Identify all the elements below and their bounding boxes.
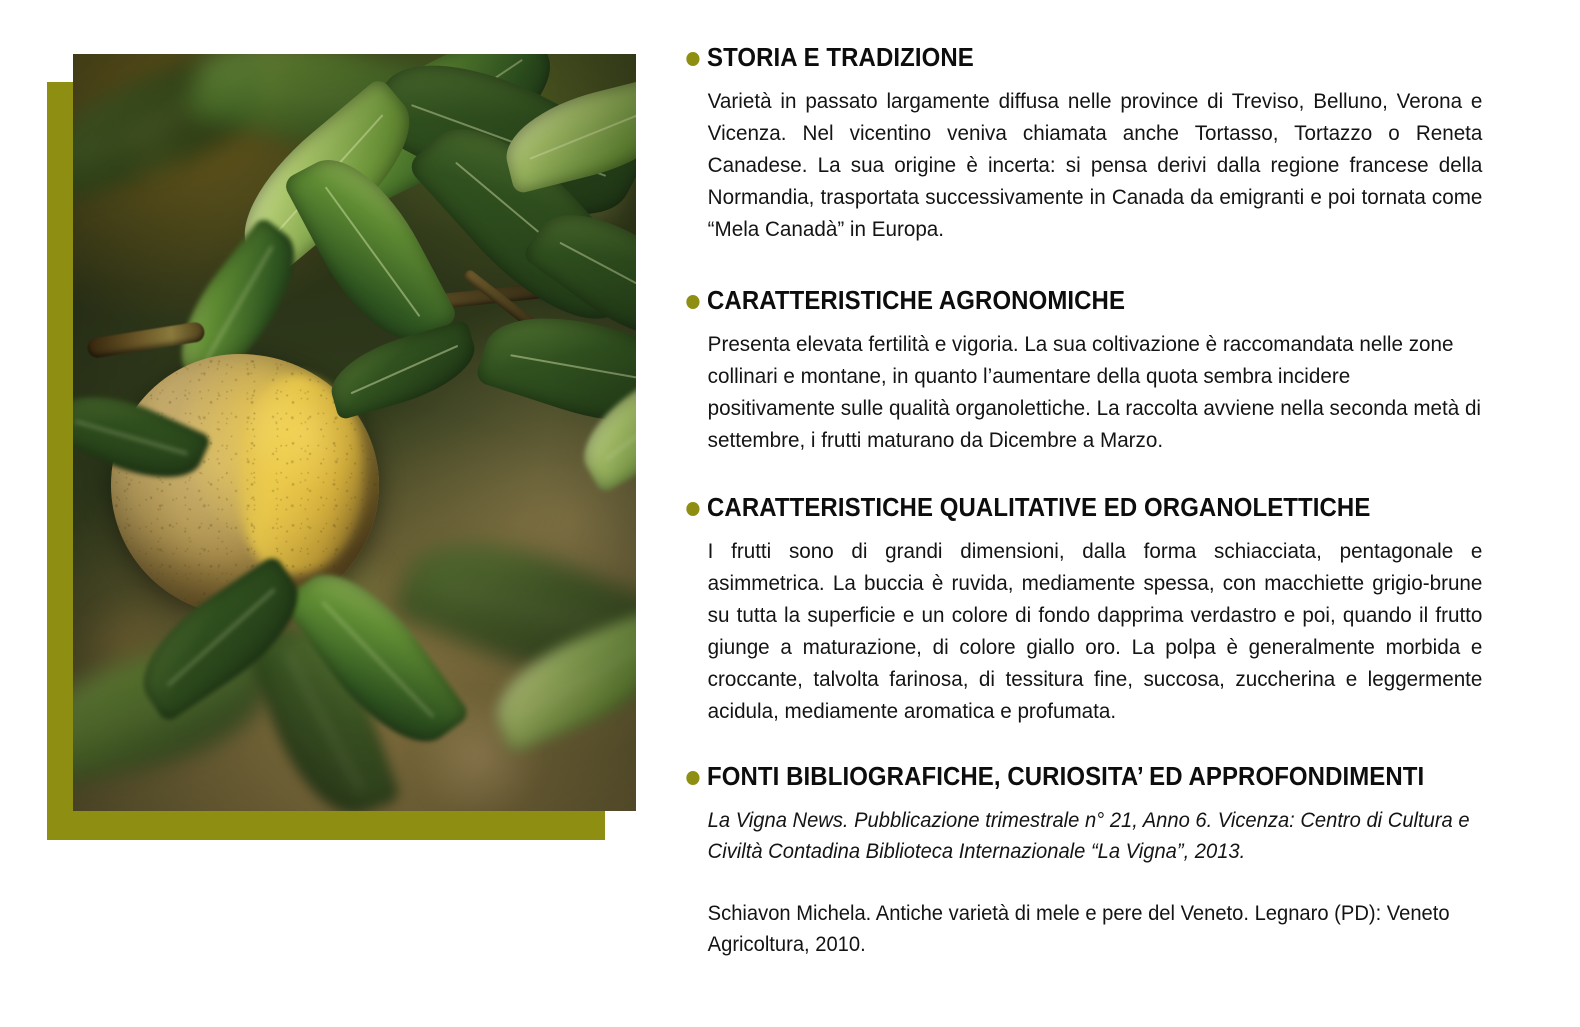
photo-block xyxy=(0,0,660,1027)
section-body-storia: Varietà in passato largamente diffusa nelle province di Treviso, Belluno, Verona e Vicenza. Nel vicentino veniva chiamata anche Tortasso, Tortazzo o Reneta Canadese. La sua origine è incerta: si pensa derivi dalla regione francese della Normandia, trasportata successivamente in Canada da emigranti e poi tornata come “Mela Canadà” in Europa. xyxy=(707,89,1483,242)
section-storia xyxy=(676,44,1536,245)
bullet-icon xyxy=(686,502,699,516)
spacer-2 xyxy=(676,456,1536,494)
section-heading-storia xyxy=(676,44,1484,72)
bullet-icon xyxy=(686,295,699,309)
content-column xyxy=(676,0,1536,1027)
bullet-icon xyxy=(686,771,699,785)
section-heading-text: FONTI BIBLIOGRAFICHE, CURIOSITA’ ED APPROFONDIMENTI xyxy=(707,763,1425,792)
section-body-qualitative: I frutti sono di grandi dimensioni, dalla forma schiacciata, pentagonale e asimmetrica. La buccia è ruvida, mediamente spessa, con macchiette grigio-brune su tutta la superficie e un colore di fondo dapprima verdastro e poi, quando il frutto giunge a maturazione, di colore giallo oro. La polpa è generalmente morbida e croccante, talvolta farinosa, di tessitura fine, succosa, zuccherina e leggermente acidula, mediamente aromatica e profumata. xyxy=(707,539,1483,724)
reference-item-1: La Vigna News. Pubblicazione trimestrale n° 21, Anno 6. Vicenza: Centro di Cultura e Civiltà Contadina Biblioteca Internazionale “La Vigna”, 2013. xyxy=(707,809,1470,864)
section-heading-text: CARATTERISTICHE AGRONOMICHE xyxy=(707,287,1126,316)
apple-on-tree-photo xyxy=(73,54,636,811)
section-heading-fonti xyxy=(676,763,1484,791)
reference-item-2: Schiavon Michela. Antiche varietà di mele e pere del Veneto. Legnaro (PD): Veneto Agricoltura, 2010. xyxy=(707,902,1450,957)
bullet-icon xyxy=(686,52,699,66)
section-heading-text: CARATTERISTICHE QUALITATIVE ED ORGANOLETTICHE xyxy=(707,494,1371,523)
section-heading-text: STORIA E TRADIZIONE xyxy=(707,44,974,72)
section-heading-qualitative xyxy=(676,494,1484,522)
section-qualitative xyxy=(676,494,1536,727)
spacer-1 xyxy=(676,245,1536,287)
photo-vignette xyxy=(73,54,636,811)
section-heading-agronomiche xyxy=(676,287,1484,315)
section-body-agronomiche: Presenta elevata fertilità e vigoria. La sua coltivazione è raccomandata nelle zone collinari e montane, in quanto l’aumentare della quota sembra incidere positivamente sulle qualità organolettiche. La raccolta avviene nella seconda metà di settembre, i frutti maturano da Dicembre a Marzo. xyxy=(707,332,1482,453)
section-fonti xyxy=(676,763,1536,960)
section-agronomiche xyxy=(676,287,1536,456)
spacer-3 xyxy=(676,727,1536,763)
